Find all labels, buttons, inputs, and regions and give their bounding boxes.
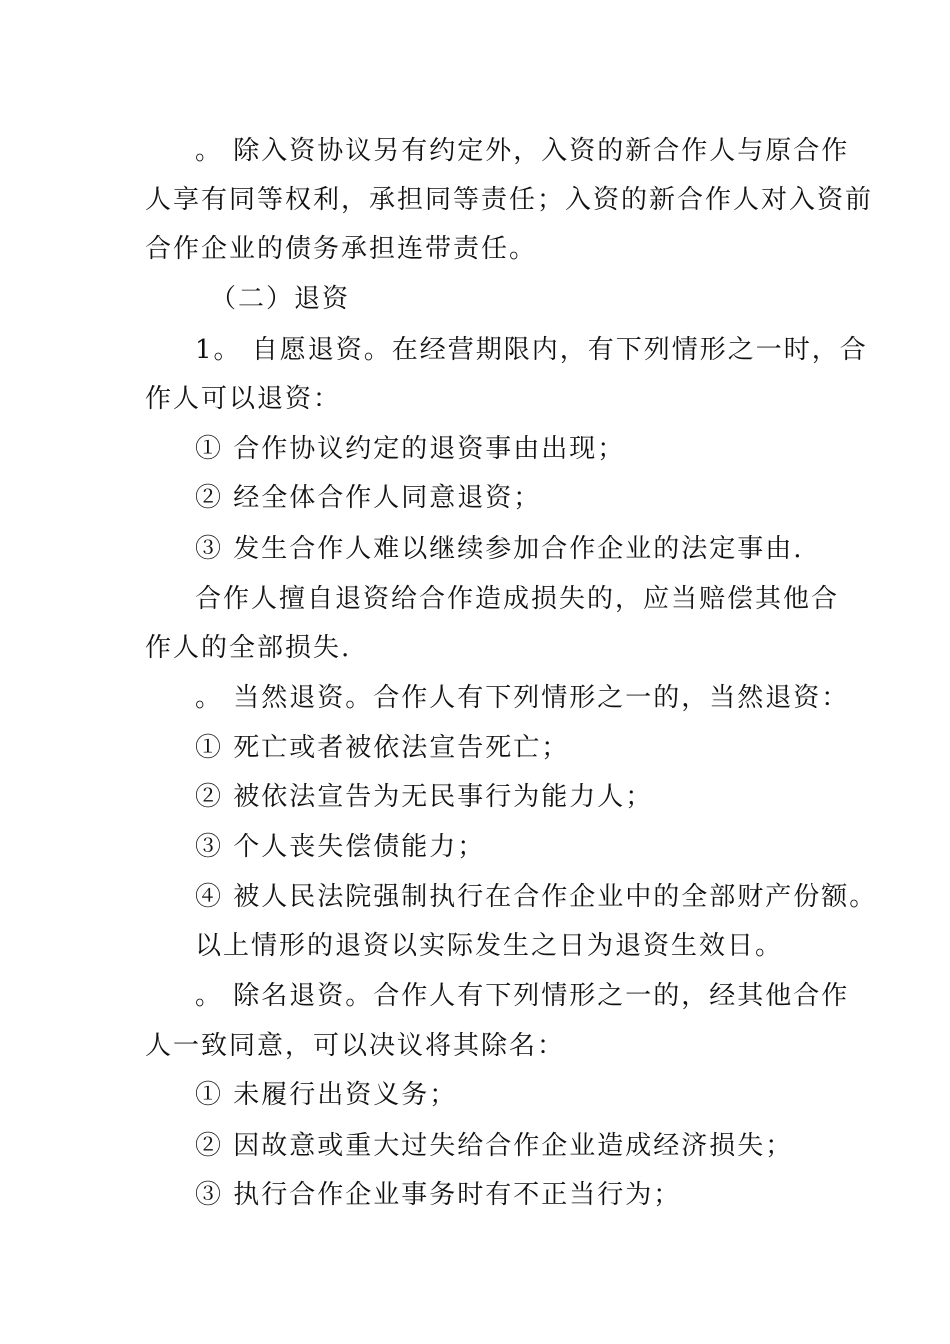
list-item: ① 未履行出资义务； (195, 1080, 458, 1110)
text-line: 人一致同意，可以决议将其除名： (145, 1031, 566, 1061)
text-line: 1。 自愿退资。在经营期限内，有下列情形之一时，合 (195, 335, 868, 365)
text-line: 作人的全部损失. (145, 633, 352, 663)
text-line: 以上情形的退资以实际发生之日为退资生效日。 (195, 931, 784, 961)
list-item: ③ 发生合作人难以继续参加合作企业的法定事由. (195, 534, 804, 564)
text-line: 。 除名退资。合作人有下列情形之一的，经其他合作 (195, 981, 850, 1011)
text-line: 合作人擅自退资给合作造成损失的，应当赔偿其他合 (195, 584, 840, 614)
text-line: 合作企业的债务承担连带责任。 (145, 234, 538, 264)
text-line: 。 除入资协议另有约定外，入资的新合作人与原合作 (195, 136, 850, 166)
list-item: ④ 被人民法院强制执行在合作企业中的全部财产份额。 (195, 882, 878, 912)
list-item: ① 死亡或者被依法宣告死亡； (195, 733, 570, 763)
list-item: ② 经全体合作人同意退资； (195, 483, 542, 513)
list-item: ③ 执行合作企业事务时有不正当行为； (195, 1180, 682, 1210)
list-item: ③ 个人丧失偿债能力； (195, 832, 486, 862)
text-line: 。 当然退资。合作人有下列情形之一的，当然退资： (195, 683, 850, 713)
text-line: 作人可以退资： (145, 384, 342, 414)
text-line: 人享有同等权利，承担同等责任；入资的新合作人对入资前 (145, 185, 874, 215)
list-item: ① 合作协议约定的退资事由出现； (195, 434, 626, 464)
list-item: ② 被依法宣告为无民事行为能力人； (195, 782, 654, 812)
section-heading: （二）退资 (210, 284, 351, 314)
list-item: ② 因故意或重大过失给合作企业造成经济损失； (195, 1131, 794, 1161)
